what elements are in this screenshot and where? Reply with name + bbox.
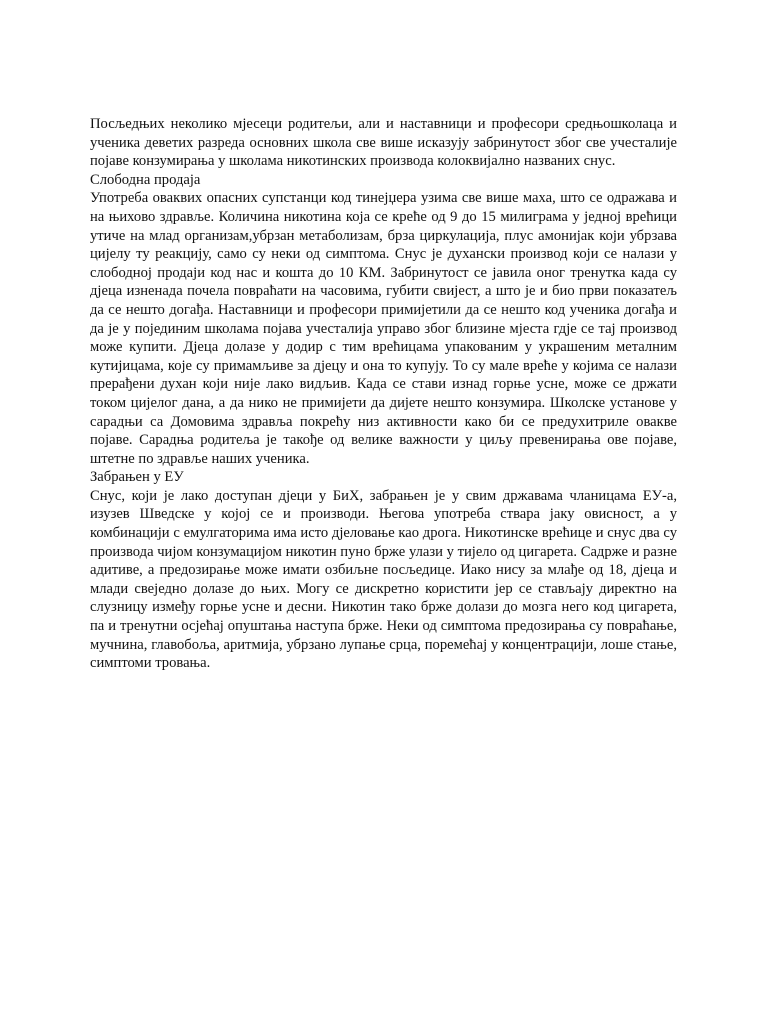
intro-paragraph: Посљедњих неколико мјесеци родитељи, али и наставници и професори средњошколаца и ученика деветих разреда основних школа све више исказују забринутост због све учесталије појаве конзумирања у школама никотинских производа колоквијално названих снус. — [90, 116, 677, 170]
document-body — [90, 115, 677, 673]
section-body-free-sale: Употреба оваквих опасних супстанци код тинејџера узима све више маха, што се одражава и на њихово здравље. Количина никотина која се креће од 9 до 15 милиграма у једној врећици утиче на млад организам,убрзан метаболизам, брза циркулација, плус амонијак који убрзава цијелу ту реакцију, само су неки од симптома. Снус је духански производ који се налази у слободној продаји код нас и кошта до 10 КМ. Забринутост се јавила оног тренутка када су дјеца изненада почела повраћати на часовима, губити свијест, а што је и био први показатељ да се нешто догађа. Наставници и професори примијетили да се нешто код ученика догађа и да је у појединим школама појава учесталија управо због близине мјеста гдје се тај производ може купити. Дјеца долазе у додир с тим врећицама упакованим у украшеним металним кутијицама, које су примамљиве за дјецу и она то купују. То су мале врећe у којима се налази прерађени духан који није лако видљив. Када се стави изнад горње усне, може се држати током цијелог дана, а да нико не примијети да дијете нешто конзумира. Школске установе у сарадњи са Домовима здравља покрећу низ активности како би се предухитриле овакве појаве. Сарадња родитеља је такође од велике важности у циљу превенирања ове појаве, штетне по здравље наших ученика. — [90, 190, 677, 467]
section-body-eu-ban: Снус, који је лако доступан дјеци у БиХ, забрањен је у свим државама чланицама ЕУ-а, изузев Шведске у којој се и производи. Његова употреба ствара јаку овисност, а у комбинацији с емулгаторима има исто дјеловање као дрога. Никотинске врећице и снус два су производа чијом конзумацијом никотин пуно брже улази у тијело од цигарета. Садрже и разне адитиве, а предозирање може имати озбиљне посљедице. Иако нису за млађе од 18, дјеца и млади свеједно долазе до њих. Могу се дискретно користити јер се стављају директно на слузницу између горње усне и десни. Никотин тако брже долази до мозга него код цигарета, па и тренутни осјећај опуштања наступа брже. Неки од симптома предозирања су повраћање, мучнина, главобоља, аритмија, убрзано лупање срца, поремећај у концентрацији, лоше стање, симптоми тровања. — [90, 487, 677, 672]
section-heading-eu-ban: Забрањен у ЕУ — [90, 469, 184, 486]
section-heading-free-sale: Слободна продаја — [90, 171, 201, 188]
